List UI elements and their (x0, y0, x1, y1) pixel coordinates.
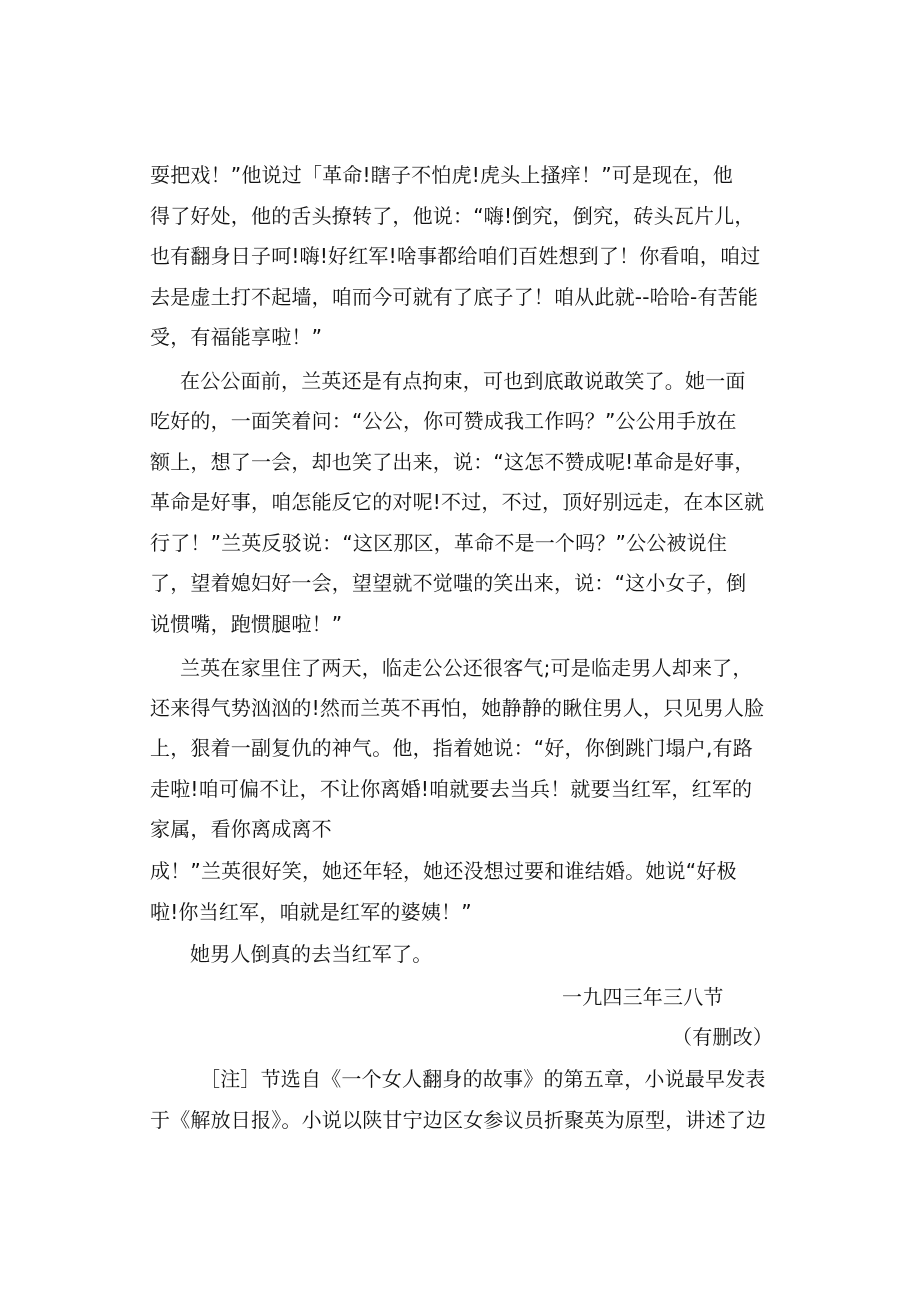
text-line: 去是虚土打不起墙，咱而今可就有了底子了！咱从此就--哈哈-有苦能 (150, 285, 759, 309)
text-line: 革命是好事，咱怎能反它的对呢!不过，不过，顶好别远走，在本区就 (150, 490, 765, 514)
text-line: 说惯嘴，跑惯腿啦！” (150, 612, 343, 636)
date-line: 一九四三年三八节 (562, 985, 724, 1009)
footnote-line: ［注］节选自《一个女人翻身的故事》的第五章，小说最早发表 (200, 1067, 766, 1091)
footnote-line: 于《解放日报》。小说以陕甘宁边区女参议员折聚英为原型，讲述了边 (150, 1108, 767, 1132)
text-line: 上，狠着一副复仇的神气。他，指着她说：“好，你倒跳门塌户,有路 (150, 736, 753, 760)
text-line: 吃好的，一面笑着问：“公公，你可赞成我工作吗？”公公用手放在 (150, 409, 737, 433)
text-line: 兰英在家里住了两天，临走公公还很客气;可是临走男人却来了， (180, 656, 753, 680)
text-line: 家属，看你离成离不 (150, 817, 332, 841)
text-line: 还来得气势汹汹的!然而兰英不再怕，她静静的瞅住男人，只见男人脸 (150, 696, 765, 720)
text-line: 也有翻身日子呵!嗨!好红军!啥事都给咱们百姓想到了！你看咱，咱过 (150, 244, 761, 268)
text-line: 耍把戏！”他说过「革命!瞎子不怕虎!虎头上搔痒！”可是现在，他 (150, 163, 733, 187)
text-line: 走啦!咱可偏不让，不让你离婚!咱就要去当兵！就要当红军，红军的 (150, 777, 753, 801)
text-line: 行了！”兰英反驳说：“这区那区，革命不是一个吗？”公公被说住 (150, 531, 728, 555)
text-line: 她男人倒真的去当红军了。 (190, 942, 433, 966)
text-line: 得了好处，他的舌头撩转了，他说：“嗨!倒究，倒究，砖头瓦片儿， (150, 204, 755, 228)
text-line: 受，有福能享啦！” (150, 325, 323, 349)
text-line: 额上，想了一会，却也笑了出来，说：“这怎不赞成呢!革命是好事， (150, 450, 755, 474)
text-line: 了，望着媳妇好一会，望望就不觉嗤的笑出来，说：“这小女子，倒 (150, 571, 747, 595)
text-line: 啦!你当红军，咱就是红军的婆姨！” (150, 900, 472, 924)
text-line: 在公公面前，兰英还是有点拘束，可也到底敢说敢笑了。她一面 (180, 369, 746, 393)
text-line: 成！”兰英很好笑，她还年轻，她还没想过要和谁结婚。她说“好极 (150, 859, 737, 883)
edit-note: （有删改） (672, 1025, 773, 1049)
